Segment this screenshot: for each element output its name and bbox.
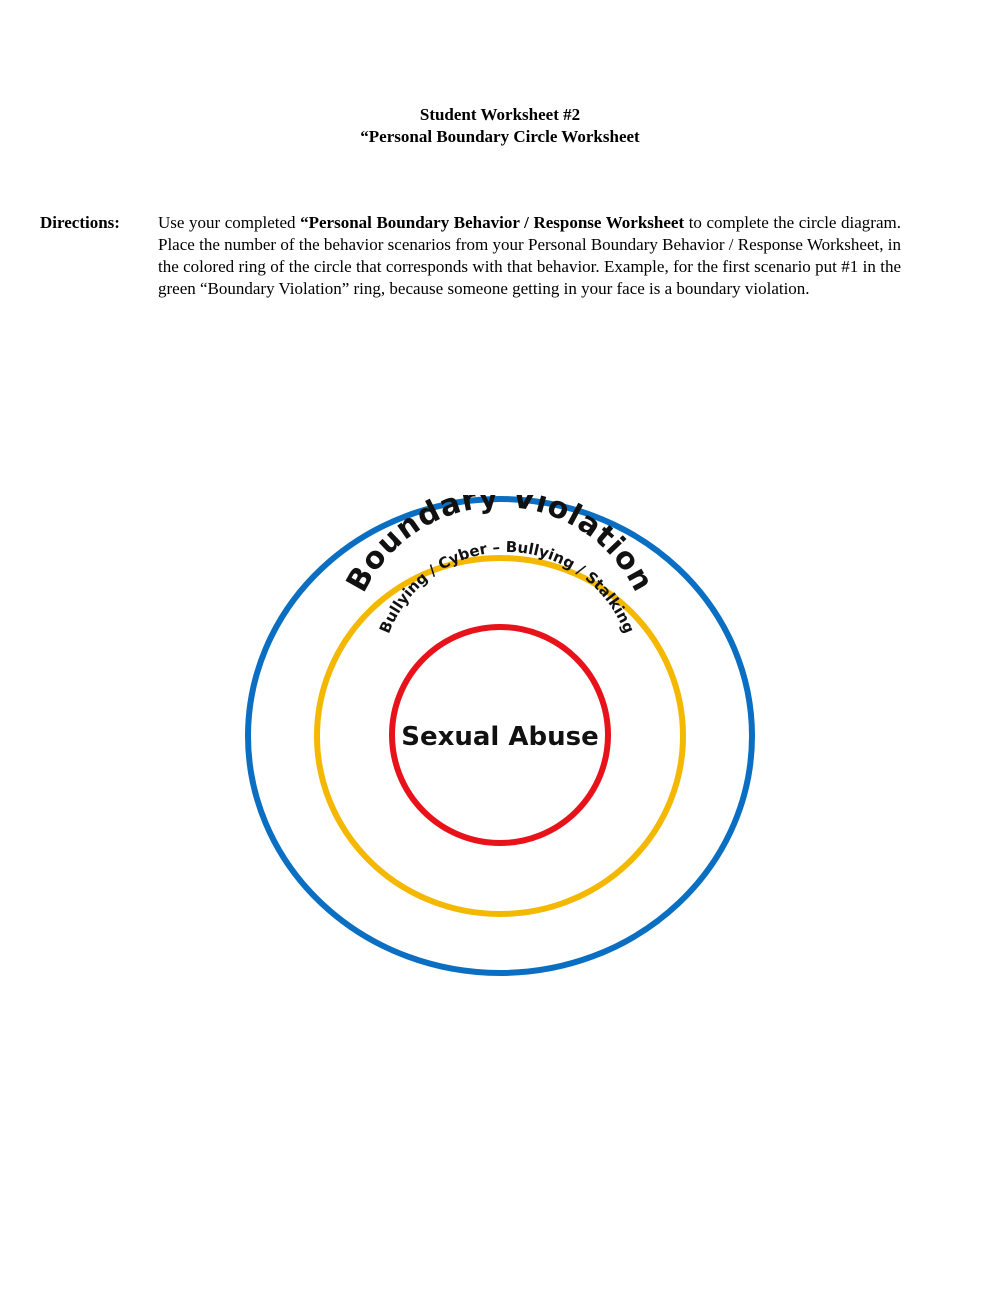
middle-ring-label: Bullying / Cyber – Bullying / Stalking xyxy=(375,537,639,636)
directions-text xyxy=(158,212,901,300)
worksheet-number: Student Worksheet #2 xyxy=(419,105,581,124)
directions-worksheet-reference: “Personal Boundary Behavior / Response Worksheet xyxy=(300,213,685,232)
boundary-circle-svg xyxy=(240,495,760,985)
directions-label: Directions: xyxy=(40,213,120,232)
worksheet-title: “Personal Boundary Circle Worksheet xyxy=(360,127,640,146)
worksheet-header xyxy=(0,104,1000,148)
inner-ring-label: Sexual Abuse xyxy=(401,722,599,752)
directions-text-after: to complete the circle diagram. Place the number of the behavior scenarios from your Personal Boundary Behavior / Response Worksheet, in the colored ring of the circle that corresponds with that behavior. Example, for the first scenario put #1 in the green “Boundary Violation” ring, because someone getting in your face is a boundary violation. xyxy=(158,213,901,298)
outer-ring-label-text xyxy=(340,495,661,598)
boundary-circle-diagram xyxy=(240,495,760,985)
outer-ring-label: Boundary Violation xyxy=(339,495,661,598)
directions-text-before: Use your completed xyxy=(158,213,301,232)
